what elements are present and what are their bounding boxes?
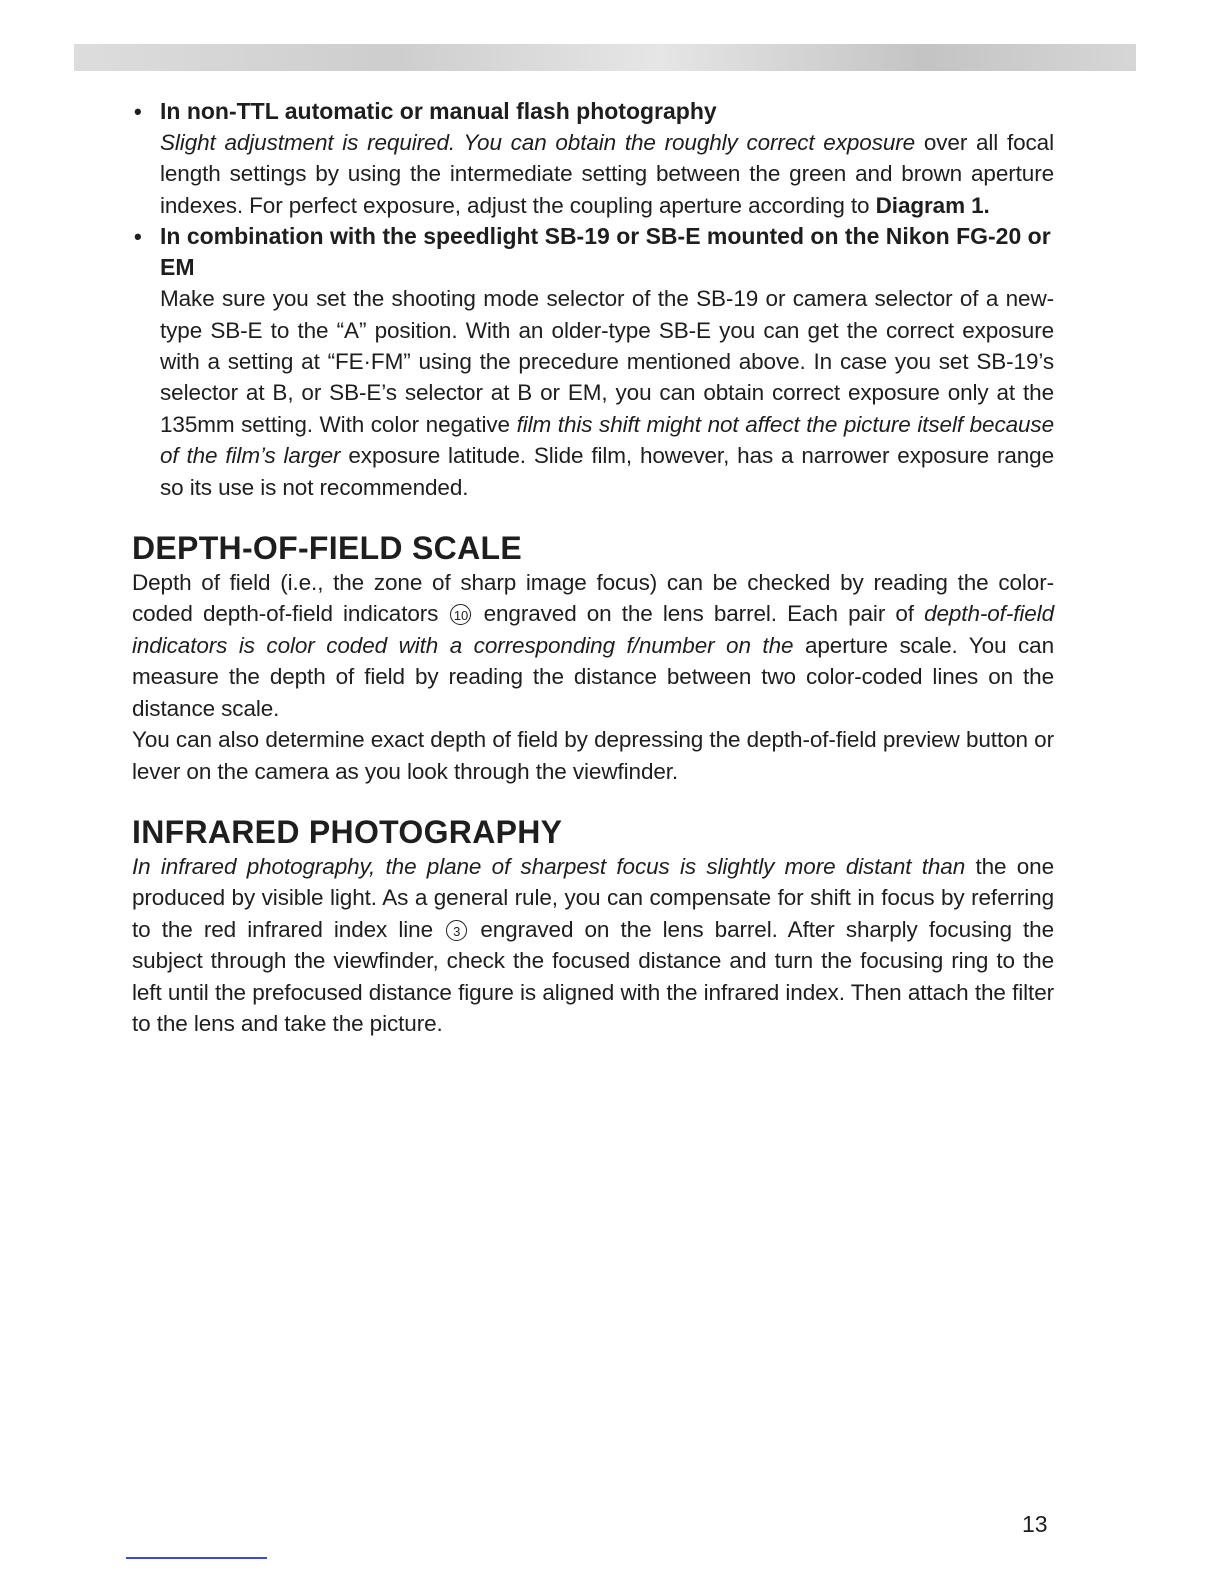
infrared-paragraph: [132, 851, 1054, 1039]
page-content: [132, 96, 1054, 1039]
bullet-title: • In non-TTL automatic or manual flash photography: [160, 98, 717, 124]
infrared-index-marker: 3: [446, 920, 467, 941]
bottom-link-underline: [126, 1557, 267, 1559]
bullet-body: [160, 127, 1054, 221]
indicator-marker: 10: [450, 604, 471, 625]
body-tail: exposure latitude. Slide film, however, has a narrower exposure range so its use is not recommended.: [160, 443, 1054, 500]
bullet-title: • In combination with the speedlight SB-19 or SB-E mounted on the Nikon FG-20 or EM: [160, 223, 1051, 281]
italic-mid: film this shift might not affect the picture itself because of the film’s larger: [160, 411, 1054, 469]
body-text: Make sure you set the shooting mode selector of the SB-19 or camera selector of a new-type SB-E to the “A” position. With an older-type SB-E you can get the correct exposure with a setting at “FE·FM” using the precedure mentioned above. In case you set SB-19’s selector at B, or SB-E’s selector at B or EM, you can obtain correct exposure only at the 135mm setting. With color negative: [160, 286, 1054, 437]
section-heading-infrared: INFRARED PHOTOGRAPHY: [132, 813, 563, 850]
bullet-non-ttl: [132, 96, 1054, 221]
italic-text: depth-of-field indicators is color coded with a corresponding f/number on the: [132, 601, 1054, 658]
bullet-body: [160, 283, 1054, 503]
body-text: engraved on the lens barrel. Each pair of: [483, 601, 914, 627]
top-scan-band: [74, 44, 1136, 71]
page-number: 13: [1022, 1511, 1048, 1537]
dof-paragraph-2: You can also determine exact depth of field by depressing the depth-of-field preview button or lever on the camera as you look through the viewfinder.: [132, 727, 1054, 784]
italic-lead: Slight adjustment is required. You can obtain the roughly correct exposure: [160, 130, 916, 155]
section-heading-dof: DEPTH-OF-FIELD SCALE: [132, 530, 522, 567]
dof-paragraph-1: [132, 567, 1054, 724]
body-text: over all focal length settings by using the intermediate setting between the green and brown aperture indexes. For perfect exposure, adjust the coupling aperture according to: [160, 130, 1054, 218]
diagram-reference: Diagram 1.: [875, 192, 990, 218]
body-text: the one produced by visible light. As a general rule, you can compensate for shift in focus by referring to the red infrared index line: [132, 853, 1055, 942]
body-text: aperture scale. You can measure the depth of field by reading the distance between two color-coded lines on the distance scale.: [132, 632, 1054, 721]
bullet-speedlight: [132, 221, 1054, 503]
body-text: engraved on the lens barrel. After sharply focusing the subject through the viewfinder, check the focused distance and turn the focusing ring to the left until the prefocused distance figure is aligned with the infrared index. Then attach the filter to the lens and take the picture.: [132, 916, 1055, 1036]
body-text: Depth of field (i.e., the zone of sharp image focus) can be checked by reading the color-coded depth-of-field indicators: [132, 570, 1054, 627]
italic-lead: In infrared photography, the plane of sharpest focus is slightly more distant than: [132, 853, 966, 879]
